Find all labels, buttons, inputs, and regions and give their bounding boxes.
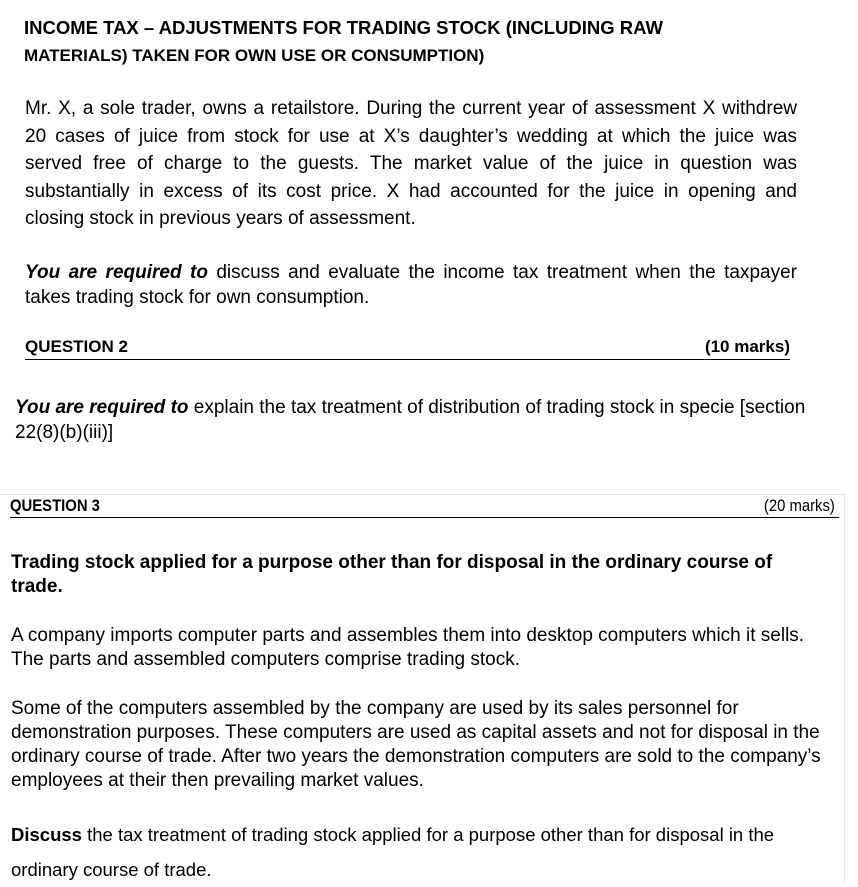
question-3-paragraph-1: A company imports computer parts and assembles them into desktop computers which it sells. The parts and assembled computers comprise trading stock. bbox=[11, 625, 805, 670]
question-3-discuss bbox=[11, 817, 821, 887]
question-3-title: Trading stock applied for a purpose other than for disposal in the ordinary course of trade. bbox=[11, 552, 773, 597]
question-3-label: QUESTION 3 bbox=[10, 497, 100, 515]
question-3-paragraph-2: Some of the computers assembled by the company are used by its sales personnel for demonstration purposes. These computers are used as capital assets and not for disposal in the ordinary course of trade. After two years the demonstration computers are sold to the company’s employees at their then prevailing market values. bbox=[11, 698, 821, 791]
question-2-marks: (10 marks) bbox=[704, 337, 790, 356]
requirement-1-text: discuss and evaluate the income tax treatment when the taxpayer takes trading stock for own consumption. bbox=[25, 262, 797, 308]
requirement-1-emphasis: You are required to bbox=[25, 262, 208, 283]
heading-line-2: MATERIALS) TAKEN FOR OWN USE OR CONSUMPTION) bbox=[24, 46, 485, 65]
question-2-label: QUESTION 2 bbox=[25, 337, 128, 356]
discuss-emphasis: Discuss bbox=[11, 824, 82, 845]
question-2-header bbox=[25, 337, 790, 360]
requirement-2-emphasis: You are required to bbox=[15, 397, 189, 418]
question-3-marks: (20 marks) bbox=[764, 497, 835, 515]
discuss-text: the tax treatment of trading stock applied for a purpose other than for disposal in the ordinary course of trade. bbox=[11, 824, 775, 880]
document-heading bbox=[24, 14, 824, 69]
question-3-header bbox=[10, 497, 839, 518]
requirement-2-text: explain the tax treatment of distribution of trading stock in specie [section 22(8)(b)(iii)] bbox=[15, 397, 806, 443]
heading-line-1: INCOME TAX – ADJUSTMENTS FOR TRADING STOCK (INCLUDING RAW bbox=[24, 17, 663, 38]
requirement-1 bbox=[25, 260, 797, 310]
requirement-2 bbox=[15, 395, 815, 445]
scenario-paragraph: Mr. X, a sole trader, owns a retailstore. During the current year of assessment X withdrew 20 cases of juice from stock for use at X’s daughter’s wedding at which the juice was served free of charge to the guests. The market value of the juice in question was substantially in excess of its cost price. X had accounted for the juice in opening and closing stock in previous years of assessment. bbox=[25, 98, 797, 229]
